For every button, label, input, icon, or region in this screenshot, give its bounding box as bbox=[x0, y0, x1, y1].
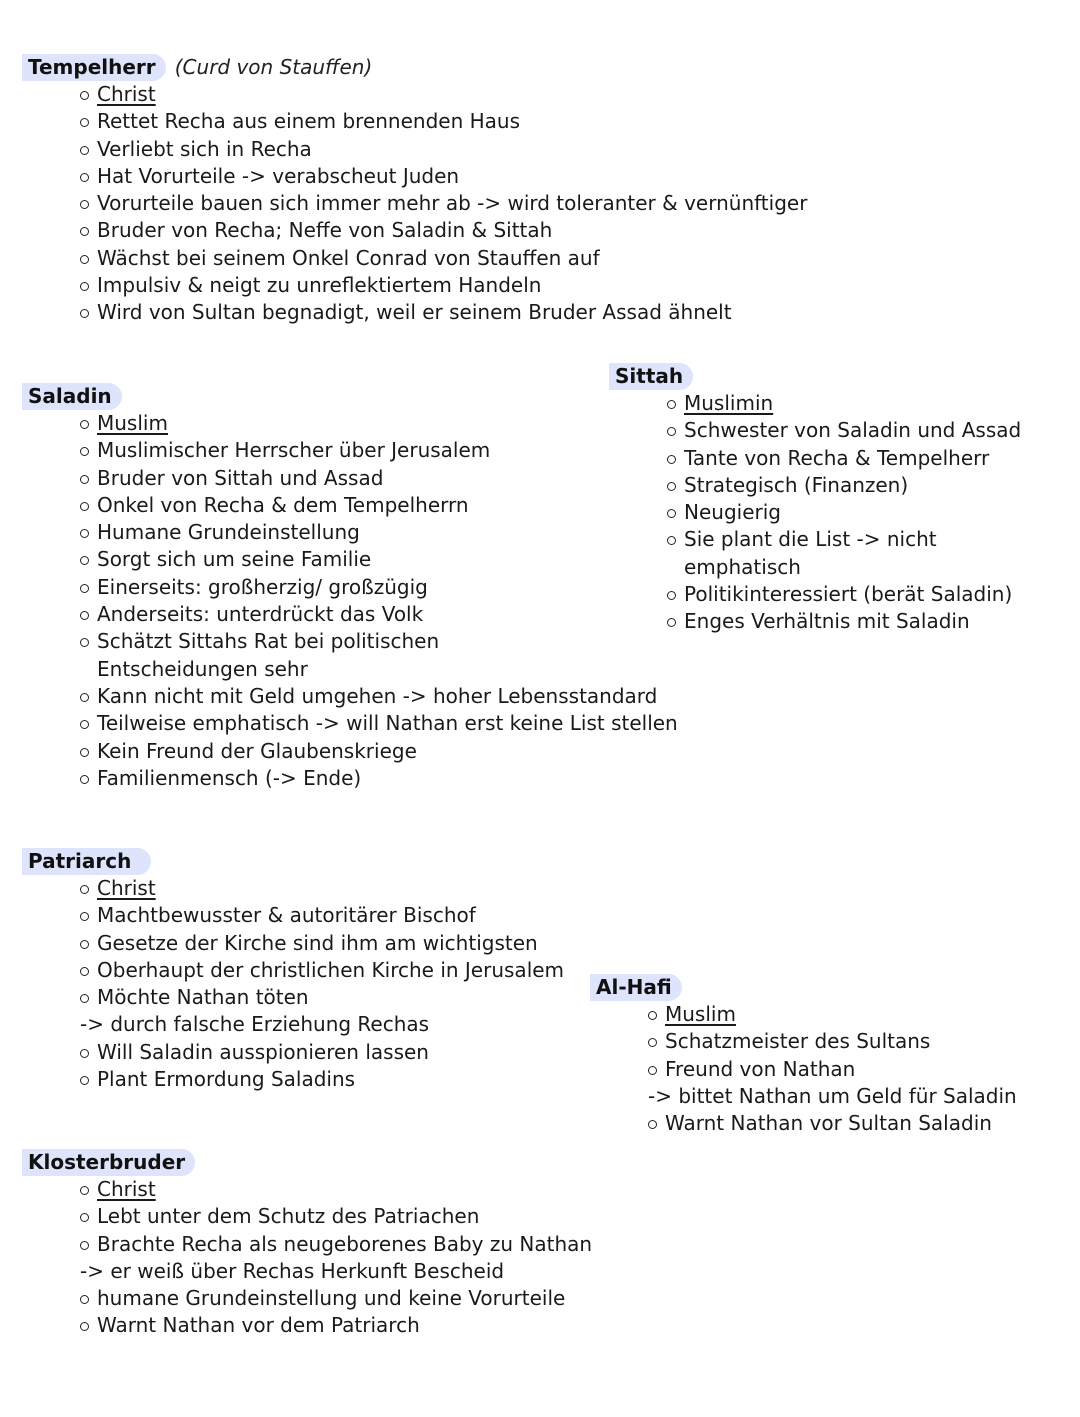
list-item: Enges Verhältnis mit Saladin bbox=[667, 608, 1021, 635]
list-item: Wird von Sultan begnadigt, weil er seinem Bruder Assad ähnelt bbox=[80, 299, 807, 326]
list-item: Rettet Recha aus einem brennenden Haus bbox=[80, 108, 807, 135]
list-item: Tante von Recha & Tempelherr bbox=[667, 445, 1021, 472]
list-item: Humane Grundeinstellung bbox=[80, 519, 678, 546]
list-item bbox=[667, 390, 1021, 417]
list-item: Bruder von Sittah und Assad bbox=[80, 465, 678, 492]
list-item bbox=[80, 875, 564, 902]
saladin-list bbox=[80, 410, 678, 792]
list-item bbox=[80, 410, 678, 437]
tempelherr-header bbox=[22, 54, 807, 81]
tempelherr-subtitle: (Curd von Stauffen) bbox=[174, 55, 373, 79]
list-item: Schatzmeister des Sultans bbox=[648, 1028, 1017, 1055]
list-item: Politikinteressiert (berät Saladin) bbox=[667, 581, 1021, 608]
patriarch-heading: Patriarch bbox=[22, 848, 151, 875]
list-item: Plant Ermordung Saladins bbox=[80, 1066, 564, 1093]
klosterbruder-religion: Christ bbox=[97, 1177, 156, 1201]
list-item: Verliebt sich in Recha bbox=[80, 136, 807, 163]
list-item-continuation: Entscheidungen sehr bbox=[97, 656, 308, 681]
saladin-heading: Saladin bbox=[22, 383, 122, 410]
list-item: Onkel von Recha & dem Tempelherrn bbox=[80, 492, 678, 519]
list-item-continuation: emphatisch bbox=[684, 554, 801, 579]
list-item: Schwester von Saladin und Assad bbox=[667, 417, 1021, 444]
klosterbruder-heading: Klosterbruder bbox=[22, 1149, 195, 1176]
list-item: Möchte Nathan töten bbox=[80, 984, 564, 1011]
list-item: Teilweise emphatisch -> will Nathan erst keine List stellen bbox=[80, 710, 678, 737]
list-item: Bruder von Recha; Neffe von Saladin & Sittah bbox=[80, 217, 807, 244]
tempelherr-heading: Tempelherr bbox=[22, 54, 166, 81]
list-item bbox=[80, 81, 807, 108]
list-item: Anderseits: unterdrückt das Volk bbox=[80, 601, 678, 628]
sittah-list bbox=[667, 390, 1021, 636]
list-item: humane Grundeinstellung und keine Vorurteile bbox=[80, 1285, 592, 1312]
list-item-arrow: -> er weiß über Rechas Herkunft Bescheid bbox=[80, 1258, 505, 1283]
section-tempelherr bbox=[22, 54, 807, 327]
list-item: Warnt Nathan vor dem Patriarch bbox=[80, 1312, 592, 1339]
list-item: Familienmensch (-> Ende) bbox=[80, 765, 678, 792]
tempelherr-religion: Christ bbox=[97, 82, 156, 106]
patriarch-religion: Christ bbox=[97, 876, 156, 900]
list-item-arrow: -> bittet Nathan um Geld für Saladin bbox=[648, 1083, 1017, 1108]
section-sittah bbox=[609, 363, 1021, 636]
list-item-arrow: -> durch falsche Erziehung Rechas bbox=[80, 1012, 430, 1037]
list-item: Vorurteile bauen sich immer mehr ab -> wird toleranter & vernünftiger bbox=[80, 190, 807, 217]
list-item: Gesetze der Kirche sind ihm am wichtigsten bbox=[80, 930, 564, 957]
list-item: Neugierig bbox=[667, 499, 1021, 526]
tempelherr-list bbox=[80, 81, 807, 327]
patriarch-list bbox=[80, 875, 564, 1093]
list-item bbox=[648, 1001, 1017, 1028]
section-klosterbruder bbox=[22, 1149, 592, 1340]
section-alhafi bbox=[590, 974, 1017, 1137]
alhafi-religion: Muslim bbox=[665, 1002, 736, 1026]
klosterbruder-list bbox=[80, 1176, 592, 1340]
saladin-religion: Muslim bbox=[97, 411, 168, 435]
list-item: Strategisch (Finanzen) bbox=[667, 472, 1021, 499]
list-item: Machtbewusster & autoritärer Bischof bbox=[80, 902, 564, 929]
section-patriarch bbox=[22, 848, 564, 1093]
list-item: Oberhaupt der christlichen Kirche in Jerusalem bbox=[80, 957, 564, 984]
list-item: Kann nicht mit Geld umgehen -> hoher Lebensstandard bbox=[80, 683, 678, 710]
list-item: Brachte Recha als neugeborenes Baby zu Nathan bbox=[80, 1231, 592, 1258]
list-item: Sie plant die List -> nicht bbox=[667, 526, 1021, 553]
list-item: Schätzt Sittahs Rat bei politischen bbox=[80, 628, 678, 655]
alhafi-list bbox=[648, 1001, 1017, 1137]
alhafi-heading: Al-Hafi bbox=[590, 974, 682, 1001]
list-item: Muslimischer Herrscher über Jerusalem bbox=[80, 437, 678, 464]
list-item: Will Saladin ausspionieren lassen bbox=[80, 1039, 564, 1066]
sittah-heading: Sittah bbox=[609, 363, 693, 390]
list-item: Einerseits: großherzig/ großzügig bbox=[80, 574, 678, 601]
section-saladin bbox=[22, 383, 678, 792]
list-item: Warnt Nathan vor Sultan Saladin bbox=[648, 1110, 1017, 1137]
list-item: Wächst bei seinem Onkel Conrad von Stauffen auf bbox=[80, 245, 807, 272]
list-item: Freund von Nathan bbox=[648, 1056, 1017, 1083]
sittah-religion: Muslimin bbox=[684, 391, 774, 415]
list-item: Kein Freund der Glaubenskriege bbox=[80, 738, 678, 765]
list-item: Hat Vorurteile -> verabscheut Juden bbox=[80, 163, 807, 190]
list-item bbox=[80, 1176, 592, 1203]
list-item: Sorgt sich um seine Familie bbox=[80, 546, 678, 573]
list-item: Lebt unter dem Schutz des Patriachen bbox=[80, 1203, 592, 1230]
list-item: Impulsiv & neigt zu unreflektiertem Handeln bbox=[80, 272, 807, 299]
